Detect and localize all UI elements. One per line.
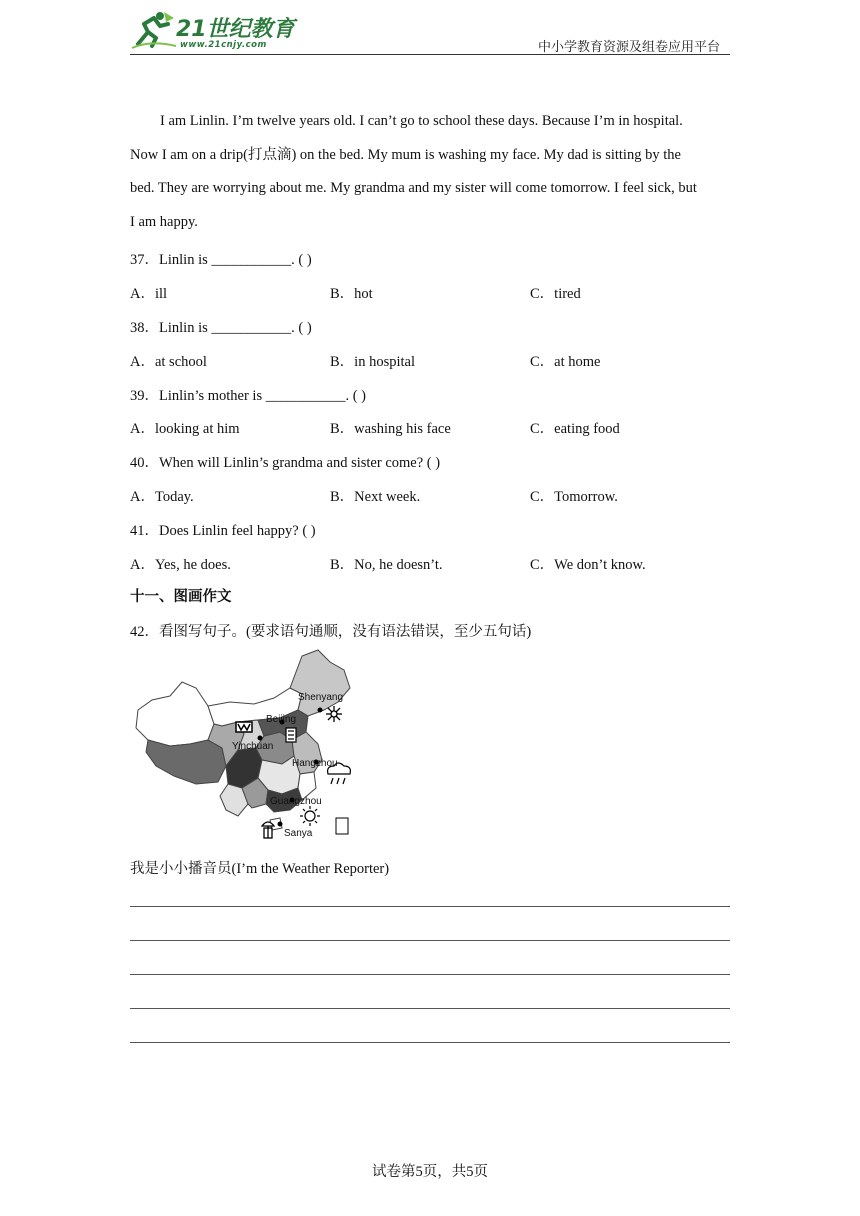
- option-b[interactable]: B．washing his face: [330, 421, 451, 437]
- option-a[interactable]: A．Yes, he does.: [130, 557, 231, 573]
- option-a[interactable]: A．at school: [130, 354, 207, 370]
- site-logo: [130, 10, 300, 54]
- answer-line[interactable]: [130, 1008, 730, 1009]
- option-a[interactable]: A．looking at him: [130, 421, 240, 437]
- map-label-sanya: Sanya: [284, 828, 313, 839]
- snowflake-icon: [326, 706, 342, 722]
- section-title: 十一、图画作文: [130, 589, 232, 605]
- option-c[interactable]: C．We don’t know.: [530, 557, 646, 573]
- platform-name: 中小学教育资源及组卷应用平台: [537, 39, 720, 54]
- china-weather-map: [130, 648, 354, 842]
- logo-text: 21世纪教育: [176, 17, 295, 42]
- map-region-tibet: [146, 740, 226, 784]
- question-42: 42．看图写句子。(要求语句通顺，没有语法错误，至少五句话): [130, 624, 532, 640]
- option-c[interactable]: C．at home: [530, 354, 601, 370]
- option-b[interactable]: B．Next week.: [330, 489, 421, 505]
- header-divider: [130, 54, 730, 55]
- option-b[interactable]: B．No, he doesn’t.: [330, 557, 443, 573]
- question-39: 39．Linlin’s mother is ___________. ( ): [130, 388, 367, 404]
- wind-flag-icon: [236, 722, 252, 732]
- question-38: 38．Linlin is ___________. ( ): [130, 320, 312, 336]
- option-a[interactable]: A．Today.: [130, 489, 194, 505]
- option-b[interactable]: B．hot: [330, 286, 373, 302]
- map-label-hangzhou: Hangzhou: [292, 758, 338, 769]
- option-c[interactable]: C．Tomorrow.: [530, 489, 618, 505]
- picture-caption: 我是小小播音员(I’m the Weather Reporter): [130, 861, 390, 877]
- option-a[interactable]: A．ill: [130, 286, 168, 302]
- question-37: 37．Linlin is ___________. ( ): [130, 252, 312, 268]
- reading-passage: [130, 105, 730, 239]
- page-header: [130, 10, 730, 56]
- map-region-northeast: [290, 650, 350, 716]
- map-label-yinchuan: Yinchuan: [232, 741, 274, 752]
- question-41: 41．Does Linlin feel happy? ( ): [130, 523, 316, 539]
- rain-icon: [286, 728, 296, 742]
- answer-line[interactable]: [130, 906, 730, 907]
- option-c[interactable]: C．tired: [530, 286, 581, 302]
- option-b[interactable]: B．in hospital: [330, 354, 415, 370]
- option-c[interactable]: C．eating food: [530, 421, 620, 437]
- sun-icon: [300, 806, 320, 826]
- answer-line[interactable]: [130, 940, 730, 941]
- passage-line: I am happy.: [130, 213, 198, 230]
- logo-url: www.21cnjy.com: [180, 40, 267, 50]
- blank-box: [336, 818, 348, 834]
- answer-line[interactable]: [130, 1042, 730, 1043]
- page-number: 试卷第5页，共5页: [372, 1164, 488, 1180]
- map-region-west: [136, 682, 214, 746]
- passage-line: Now I am on a drip(打点滴) on the bed. My mum is washing my face. My dad is sitting by the: [130, 146, 681, 163]
- question-40: 40．When will Linlin’s grandma and sister come? ( ): [130, 455, 441, 471]
- map-label-guangzhou: Guangzhou: [270, 796, 322, 807]
- passage-line: I am Linlin. I’m twelve years old. I can’t go to school these days. Because I’m in hospital.: [160, 113, 683, 129]
- passage-line: bed. They are worrying about me. My grandma and my sister will come tomorrow. I feel sick, but: [130, 180, 697, 197]
- runner-logo-icon: [130, 10, 178, 50]
- map-label-beijing: Beijing: [266, 714, 297, 725]
- umbrella-icon: [262, 822, 274, 838]
- answer-line[interactable]: [130, 974, 730, 975]
- map-label-shenyang: Shenyang: [298, 692, 344, 703]
